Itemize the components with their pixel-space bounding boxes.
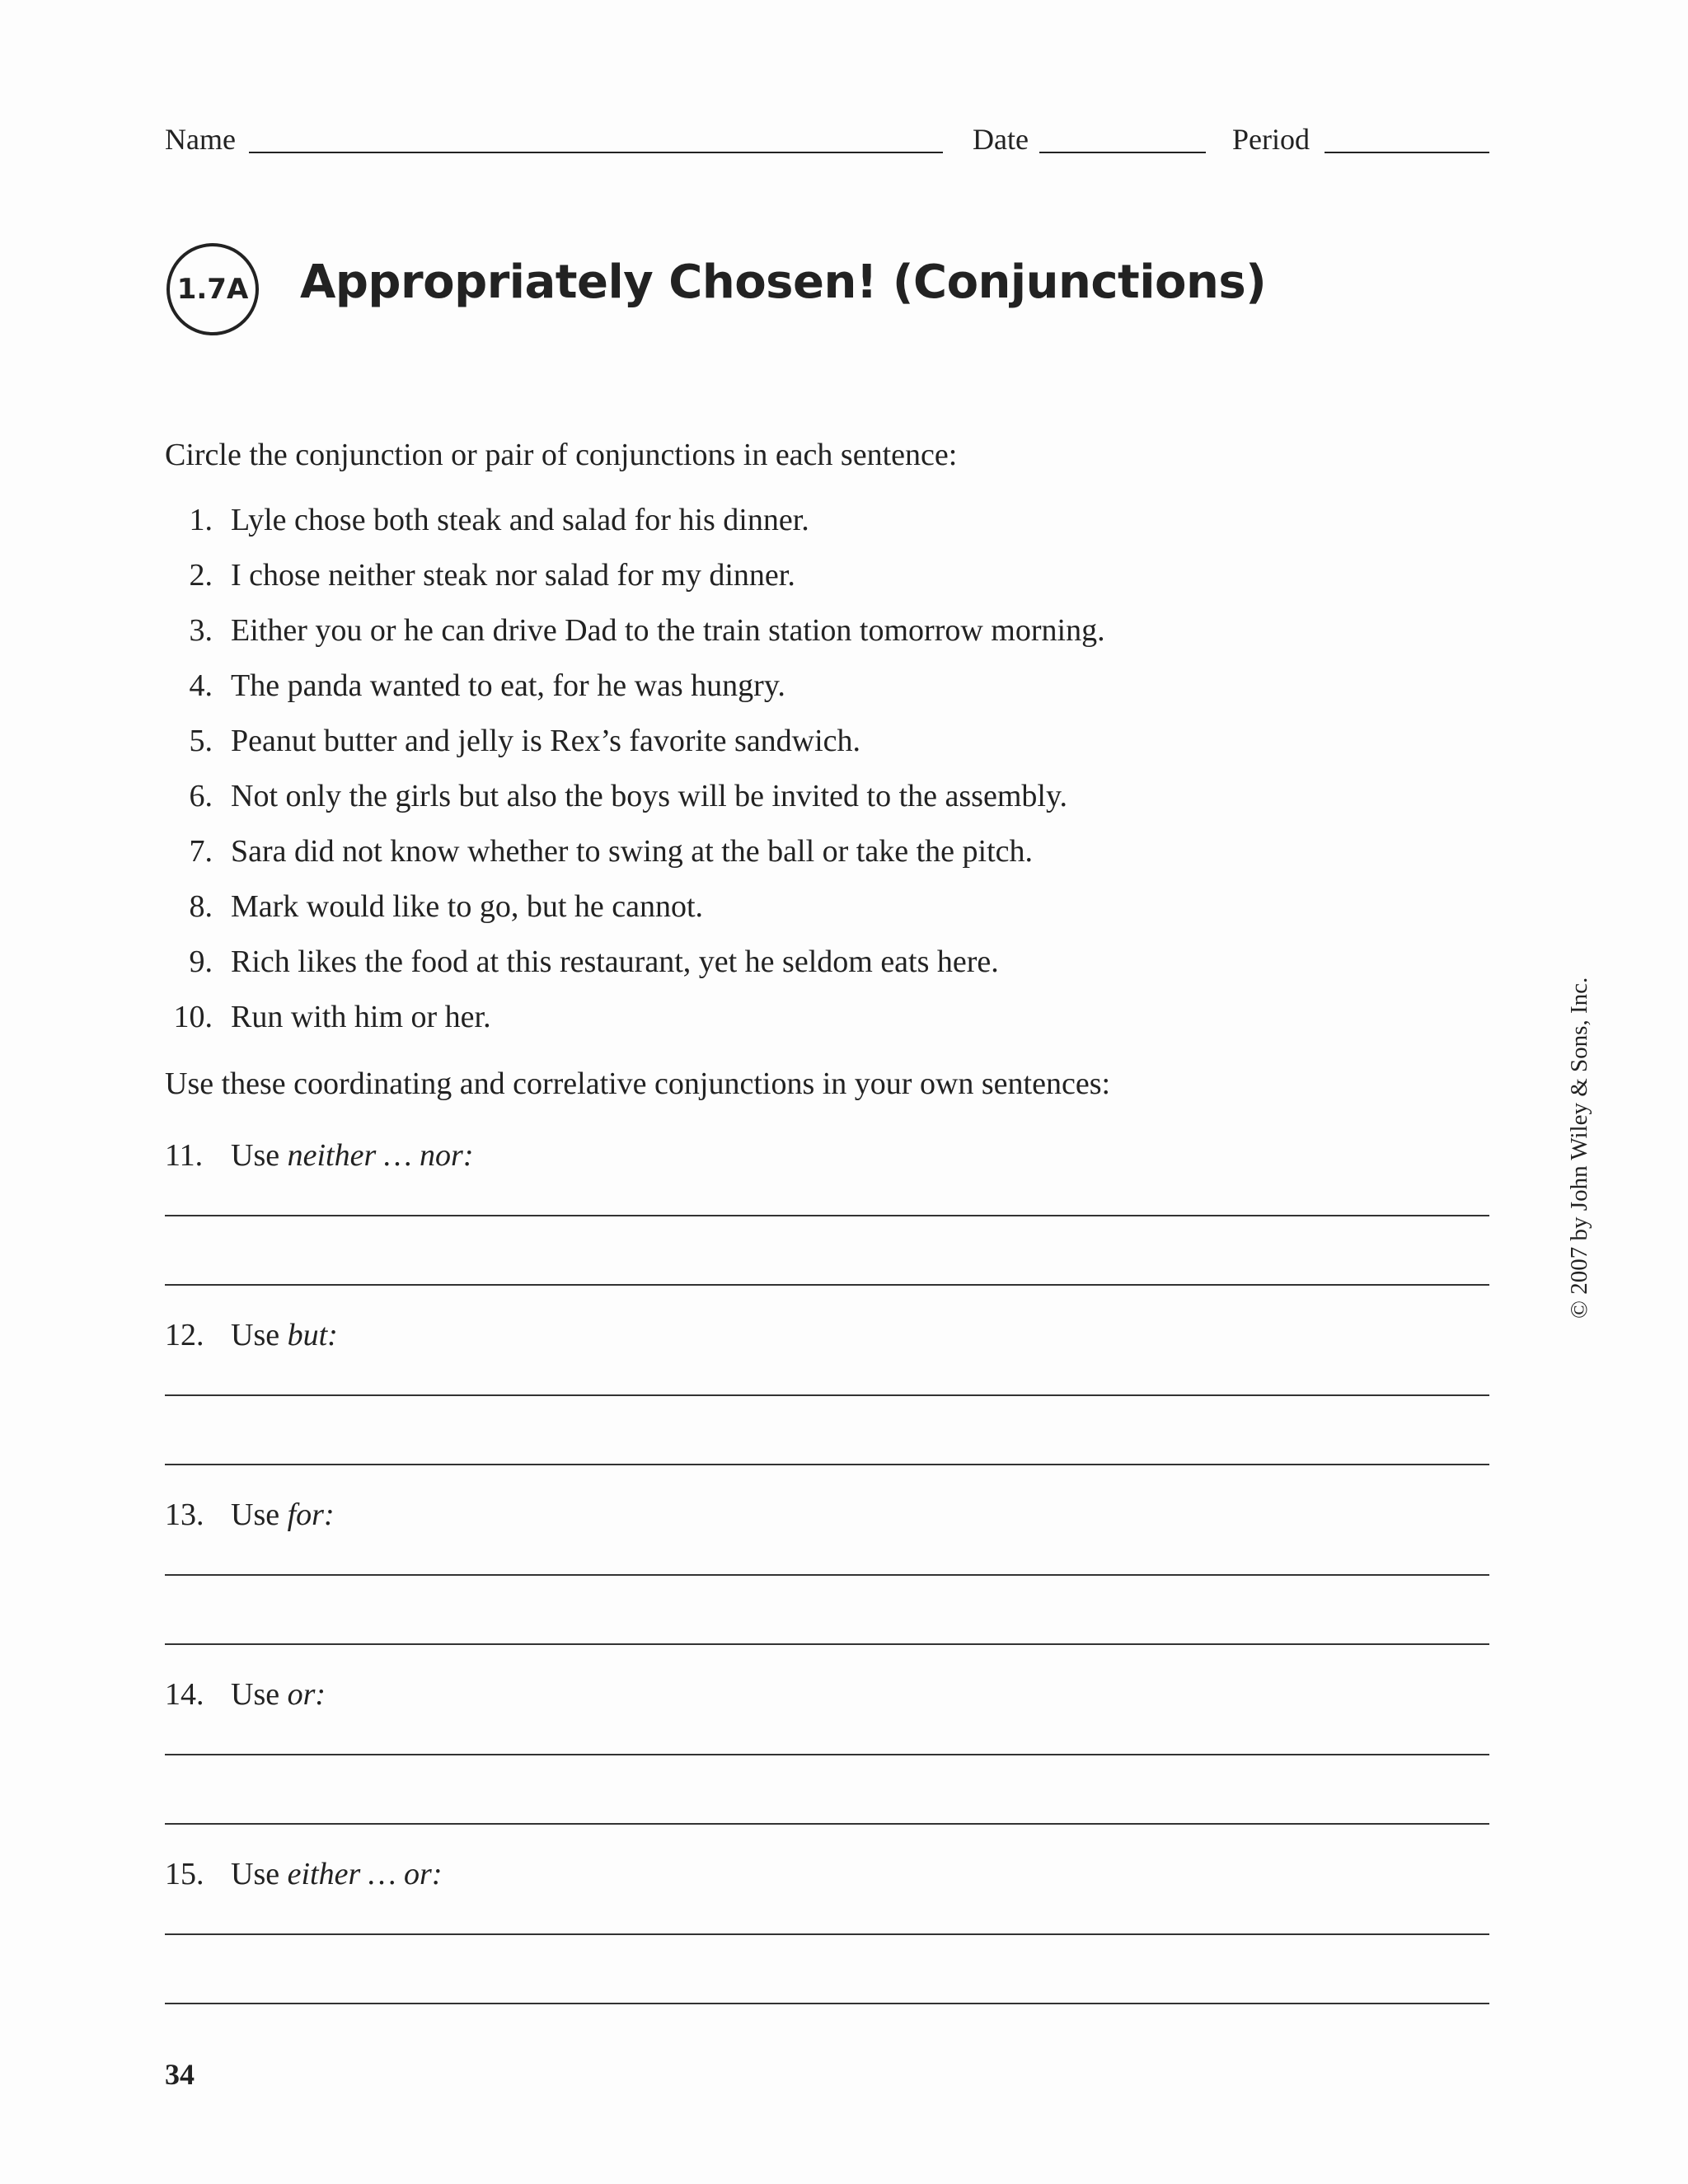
date-label: Date [973, 123, 1029, 156]
answer-line[interactable] [165, 1823, 1489, 1825]
item-text: Run with him or her. [231, 1000, 491, 1034]
list-item [165, 776, 1401, 832]
item-text: Lyle chose both steak and salad for his dinner. [231, 503, 809, 537]
writing-prompt [165, 1136, 1489, 1177]
prompt-label [165, 1675, 1489, 1716]
copyright-notice: © 2007 by John Wiley & Sons, Inc. [1566, 977, 1592, 1319]
prompt-number: 15. [165, 1857, 204, 1891]
item-number: 5. [189, 724, 213, 758]
item-number: 9. [189, 944, 213, 979]
prompt-word: for: [287, 1497, 335, 1532]
answer-line[interactable] [165, 1394, 1489, 1396]
prompt-use: Use [231, 1497, 280, 1532]
writing-prompt [165, 1675, 1489, 1716]
answer-line[interactable] [165, 1215, 1489, 1216]
item-number: 10. [173, 1000, 213, 1034]
list-item [165, 887, 1401, 942]
answer-line[interactable] [165, 1284, 1489, 1286]
item-number: 3. [189, 613, 213, 648]
prompt-label [165, 1136, 1489, 1177]
date-field[interactable] [1039, 152, 1206, 153]
item-text: Either you or he can drive Dad to the train station tomorrow morning. [231, 613, 1105, 648]
list-item [165, 832, 1401, 887]
item-text: The panda wanted to eat, for he was hungry. [231, 668, 785, 703]
prompt-text [231, 1136, 473, 1175]
instructions-write: Use these coordinating and correlative conjunctions in your own sentences: [165, 1066, 1111, 1101]
answer-line[interactable] [165, 1643, 1489, 1645]
writing-prompt [165, 1315, 1489, 1357]
name-field[interactable] [249, 152, 943, 153]
prompt-text [231, 1675, 326, 1714]
name-label: Name [165, 123, 236, 156]
list-item [165, 721, 1401, 776]
prompt-word: or: [287, 1677, 326, 1712]
item-number: 1. [189, 503, 213, 537]
prompt-word: either … or: [287, 1857, 443, 1891]
item-number: 4. [189, 668, 213, 703]
prompt-use: Use [231, 1857, 280, 1891]
prompt-label [165, 1495, 1489, 1536]
item-text: Mark would like to go, but he cannot. [231, 889, 704, 924]
prompt-number: 11. [165, 1138, 204, 1173]
list-item [165, 997, 1401, 1052]
prompt-text [231, 1315, 338, 1355]
prompt-label [165, 1315, 1489, 1357]
prompt-number: 14. [165, 1677, 204, 1712]
writing-prompt [165, 1854, 1489, 1896]
sentence-list [165, 500, 1401, 1052]
answer-line[interactable] [165, 1933, 1489, 1935]
answer-line[interactable] [165, 1464, 1489, 1465]
item-text: Not only the girls but also the boys will be invited to the assembly. [231, 779, 1067, 813]
period-field[interactable] [1325, 152, 1489, 153]
prompt-label [165, 1854, 1489, 1896]
list-item [165, 500, 1401, 555]
list-item [165, 555, 1401, 611]
item-number: 6. [189, 779, 213, 813]
page-number: 34 [165, 2058, 195, 2091]
prompt-use: Use [231, 1677, 280, 1712]
page-title: Appropriately Chosen! (Conjunctions) [300, 255, 1267, 309]
period-label: Period [1232, 123, 1310, 156]
lesson-number-badge: 1.7A [166, 243, 259, 335]
item-number: 8. [189, 889, 213, 924]
item-text: I chose neither steak nor salad for my dinner. [231, 558, 795, 593]
writing-prompt [165, 1495, 1489, 1536]
answer-line[interactable] [165, 1754, 1489, 1755]
item-text: Rich likes the food at this restaurant, yet he seldom eats here. [231, 944, 999, 979]
student-info-header [165, 122, 1489, 163]
prompt-use: Use [231, 1138, 280, 1173]
prompt-word: neither … nor: [287, 1138, 474, 1173]
answer-line[interactable] [165, 2003, 1489, 2004]
answer-line[interactable] [165, 1574, 1489, 1576]
prompt-number: 13. [165, 1497, 204, 1532]
list-item [165, 942, 1401, 997]
list-item [165, 666, 1401, 721]
prompt-text [231, 1854, 442, 1894]
instructions-circle: Circle the conjunction or pair of conjunctions in each sentence: [165, 438, 958, 472]
item-number: 2. [189, 558, 213, 593]
list-item [165, 611, 1401, 666]
prompt-use: Use [231, 1318, 280, 1352]
item-text: Peanut butter and jelly is Rex’s favorite sandwich. [231, 724, 861, 758]
prompt-word: but: [287, 1318, 338, 1352]
prompt-number: 12. [165, 1318, 204, 1352]
prompt-text [231, 1495, 335, 1535]
item-text: Sara did not know whether to swing at the ball or take the pitch. [231, 834, 1033, 869]
item-number: 7. [189, 834, 213, 869]
